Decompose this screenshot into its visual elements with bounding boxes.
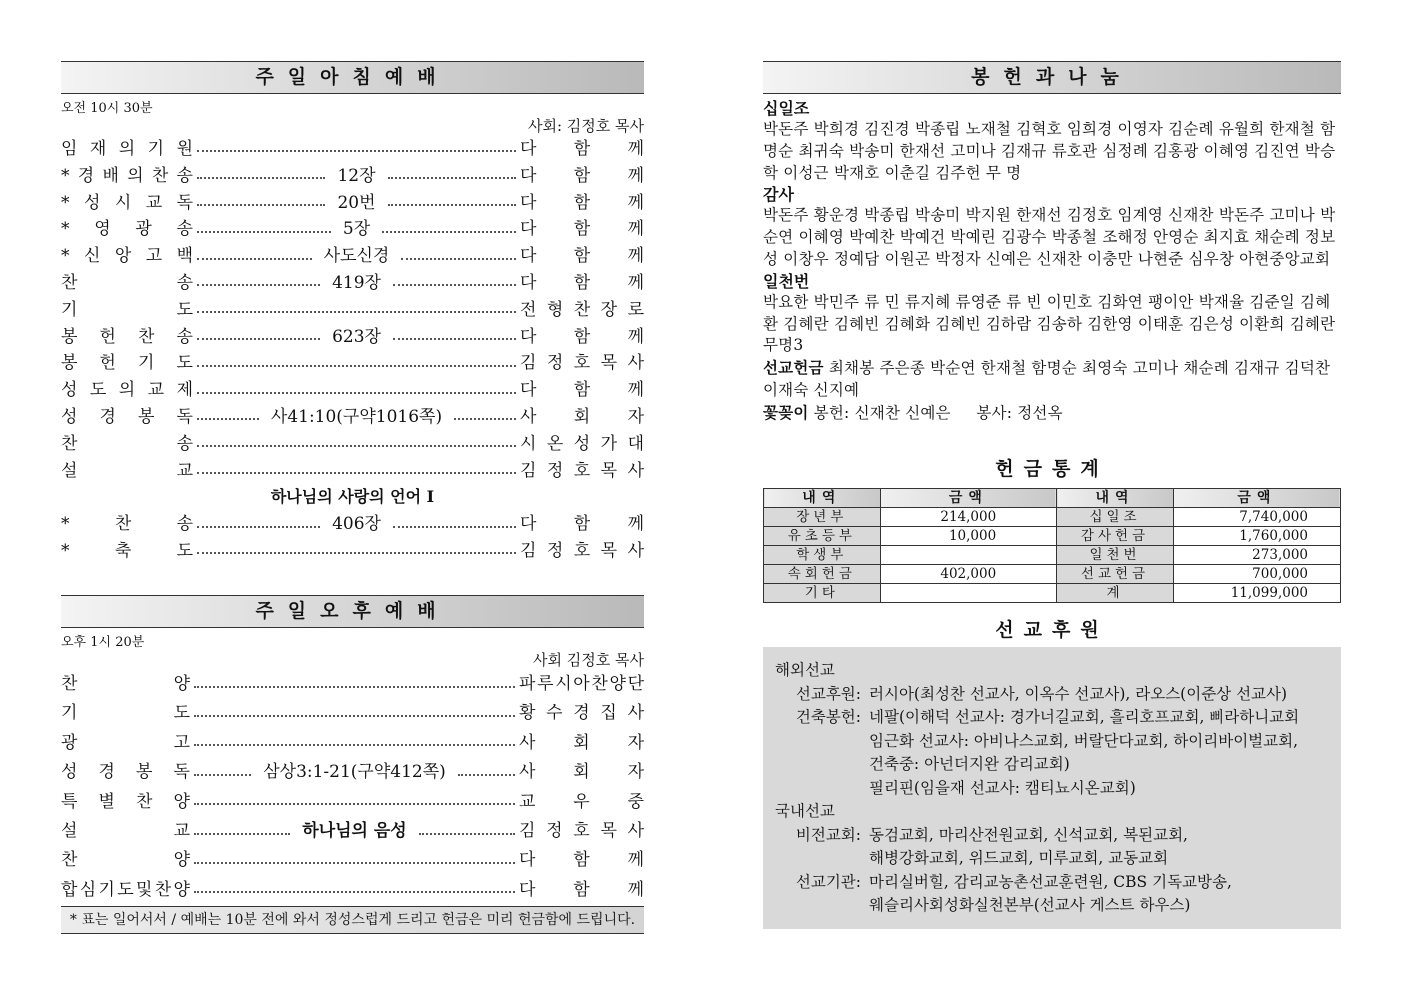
- stats-amount: 1,760,000: [1173, 527, 1340, 546]
- mission-row: [775, 730, 1329, 754]
- order-detail: 사41:10(구약1016쪽): [270, 406, 443, 427]
- dot-leader: [194, 862, 515, 864]
- order-person: 파 루 시 아 찬 양 단: [519, 674, 644, 694]
- order-row: [61, 817, 644, 846]
- order-label: 찬 양: [61, 850, 190, 871]
- dot-leader: [197, 150, 516, 152]
- order-label: 설 교: [61, 460, 193, 481]
- mission-key: [775, 730, 869, 754]
- mission-value: 웨슬리사회성화실천본부(선교사 게스트 하우스): [869, 896, 1191, 914]
- dot-leader: [393, 284, 516, 286]
- order-person: 다 함 께: [520, 139, 644, 159]
- domestic-label: 국내선교: [775, 802, 835, 820]
- mission-value: 해병강화교회, 위드교회, 미루교회, 교동교회: [869, 849, 1169, 867]
- order-label: 임 재 의 기 원: [61, 139, 193, 159]
- mission-key: [775, 753, 869, 777]
- order-row: [61, 216, 644, 243]
- stats-column-header: 내역: [764, 489, 881, 508]
- order-person: 김 정 호 목 사: [520, 540, 644, 561]
- dot-leader: [419, 833, 515, 835]
- order-person: 다 함 께: [520, 272, 644, 293]
- order-label: 합 심 기 도 및 찬 양: [61, 879, 190, 900]
- order-label: * 축 도: [61, 540, 193, 561]
- order-person: 김 정 호 목 사: [519, 820, 645, 841]
- stats-item: 기타: [764, 584, 881, 603]
- mission-offering: [763, 357, 1341, 402]
- order-person: 김 정 호 목 사: [520, 460, 644, 481]
- offering-group-names: 박돈주 황운경 박종립 박송미 박지원 한재선 김정호 임계영 신재찬 박돈주 고미나 박순연 이혜영 박예찬 박예건 박예린 김광수 박종철 조해정 안영순 최지효 채순례 정보성 이창우 정예담 이원곤 박정자 신예은 신재찬 이충만 나현준 심우창 아현중앙교회: [763, 206, 1336, 268]
- stats-body: [764, 508, 1341, 603]
- stats-item: 계: [1057, 584, 1174, 603]
- dot-leader: [401, 258, 516, 260]
- mission-value: 동검교회, 마리산전원교회, 신석교회, 복된교회,: [869, 825, 1188, 844]
- mission-value: 네팔(이해덕 선교사: 경가너길교회, 흘리호프교회, 삐라하니교회: [869, 708, 1300, 726]
- mission-box: [763, 647, 1341, 929]
- dot-leader: [197, 311, 516, 313]
- dot-leader: [197, 552, 516, 554]
- afternoon-time: 오후 1시 20분: [61, 635, 145, 650]
- offering-header: 봉헌과나눔: [763, 61, 1341, 94]
- order-label: 특 별 찬 양: [61, 791, 190, 812]
- mission-key: [775, 847, 869, 871]
- order-label: * 신 앙 고 백: [61, 246, 193, 267]
- dot-leader: [197, 445, 516, 447]
- order-label: * 영 광 송: [61, 219, 193, 240]
- dot-leader: [393, 526, 516, 528]
- table-row: [764, 527, 1341, 546]
- overseas-label: 해외선교: [775, 661, 835, 679]
- order-label: * 성 시 교 독: [61, 192, 193, 213]
- stats-amount: 402,000: [880, 565, 1057, 584]
- order-detail: 사도신경: [323, 246, 390, 267]
- footer-note: * 표는 일어서서 / 예배는 10분 전에 와서 정성스럽게 드리고 헌금은 미리 헌금함에 드립니다.: [61, 906, 644, 934]
- order-label: 설 교: [61, 820, 190, 841]
- mission-offering-label: 선교헌금: [763, 358, 824, 378]
- stats-item: 장년부: [764, 508, 881, 527]
- order-person: 다 함 께: [520, 326, 644, 347]
- stats-amount: 11,099,000: [1173, 584, 1340, 603]
- table-row: [764, 584, 1341, 603]
- mission-value: 건축중: 아넌더지완 감리교회): [869, 755, 1070, 773]
- order-row: [61, 431, 644, 458]
- stats-item: 학생부: [764, 546, 881, 565]
- order-label: 기 도: [61, 703, 190, 724]
- order-person: 다 함 께: [520, 380, 644, 401]
- offering-group-title: 감사: [763, 185, 794, 205]
- overseas-list: [775, 683, 1329, 801]
- offering-group-names: 박요한 박민주 류 민 류지혜 류영준 류 빈 이민호 김화연 팽이안 박재율 김준일 김혜환 김혜란 김혜빈 김혜화 김혜빈 김하람 김송하 김한영 이태훈 김은성 이환희 김혜란 무명3: [763, 292, 1336, 355]
- dot-leader: [197, 338, 320, 340]
- flower-label: 꽃꽂이: [763, 402, 809, 422]
- order-row: [61, 511, 644, 538]
- order-label: 성 도 의 교 제: [61, 380, 193, 401]
- order-row: [61, 136, 644, 163]
- dot-leader: [197, 177, 325, 179]
- mission-key: [775, 894, 869, 918]
- mission-key: 선교기관:: [795, 872, 861, 891]
- order-label: 찬 송: [61, 433, 193, 454]
- order-row: [61, 297, 644, 324]
- morning-service: [61, 61, 644, 565]
- order-row: [61, 788, 644, 817]
- mission-row: [775, 894, 1329, 918]
- stats-amount: 700,000: [1173, 565, 1340, 584]
- morning-order-list: [61, 136, 644, 484]
- stats-item: 십일조: [1057, 508, 1174, 527]
- dot-leader: [194, 715, 515, 717]
- mission-title: 선교후원: [995, 619, 1109, 641]
- dot-leader: [388, 177, 516, 179]
- morning-presider: 사회: 김정호 목사: [527, 117, 644, 135]
- dot-leader: [197, 418, 259, 420]
- stats-column-header: 금액: [880, 489, 1057, 508]
- order-label: 성 경 봉 독: [61, 762, 190, 783]
- order-row: [61, 350, 644, 377]
- mission-value: 필리핀(임을재 선교사: 캠티뇨시온교회): [869, 778, 1136, 797]
- dot-leader: [197, 204, 325, 206]
- stats-item: 감사헌금: [1057, 527, 1174, 546]
- dot-leader: [194, 774, 251, 776]
- order-person: 다 함 께: [519, 850, 644, 871]
- offering-section: [763, 61, 1341, 425]
- order-person: 다 함 께: [520, 514, 644, 535]
- mission-key: 비전교회:: [795, 825, 861, 844]
- stats-column-header: 내역: [1057, 489, 1174, 508]
- dot-leader: [197, 284, 320, 286]
- stats-section: [763, 455, 1341, 603]
- flower-service: [763, 402, 1341, 425]
- order-person: 다 함 께: [519, 879, 644, 900]
- dot-leader: [197, 258, 312, 260]
- stats-column-header: 금액: [1173, 489, 1340, 508]
- order-row: [61, 758, 644, 787]
- order-label: 성 경 봉 독: [61, 406, 193, 427]
- stats-amount: 214,000: [880, 508, 1057, 527]
- dot-leader: [393, 338, 516, 340]
- order-row: [61, 458, 644, 485]
- stats-item: 속회헌금: [764, 565, 881, 584]
- order-person: 김 정 호 목 사: [520, 353, 644, 374]
- order-person: 교 우 중: [519, 791, 644, 812]
- order-row: [61, 538, 644, 565]
- order-detail: 5장: [342, 219, 371, 240]
- dot-leader: [197, 392, 516, 394]
- morning-closing-list: [61, 511, 644, 565]
- stats-item: 선교헌금: [1057, 565, 1174, 584]
- order-person: 다 함 께: [520, 219, 644, 240]
- afternoon-header: 주일오후예배: [61, 595, 644, 628]
- dot-leader: [194, 833, 290, 835]
- order-person: 시 온 성 가 대: [520, 433, 644, 454]
- table-row: [764, 565, 1341, 584]
- order-detail: 406장: [332, 514, 381, 535]
- stats-amount: [880, 584, 1057, 603]
- order-row: [61, 190, 644, 217]
- order-detail: 419장: [332, 272, 381, 293]
- dot-leader: [197, 231, 331, 233]
- morning-time: 오전 10시 30분: [61, 101, 153, 116]
- order-row: [61, 163, 644, 190]
- order-detail: 20번: [337, 192, 376, 213]
- mission-row: [775, 871, 1329, 895]
- mission-row: [775, 753, 1329, 777]
- mission-value: 마리실버힐, 감리교농촌선교훈련원, CBS 기독교방송,: [869, 872, 1232, 891]
- mission-row: [775, 847, 1329, 871]
- afternoon-presider: 사회 김정호 목사: [533, 651, 644, 669]
- mission-value: 러시아(최성찬 선교사, 이옥수 선교사), 라오스(이준상 선교사): [869, 684, 1288, 703]
- afternoon-order-list: [61, 670, 644, 905]
- dot-leader: [194, 891, 515, 893]
- stats-amount: 10,000: [880, 527, 1057, 546]
- table-row: [764, 508, 1341, 527]
- order-person: 다 함 께: [520, 165, 644, 186]
- flower-text: 봉헌: 신재찬 신예은 봉사: 정선옥: [813, 403, 1063, 422]
- order-row: [61, 243, 644, 270]
- offering-group-title: 십일조: [763, 99, 810, 118]
- dot-leader: [197, 526, 320, 528]
- dot-leader: [458, 774, 515, 776]
- stats-amount: 7,740,000: [1173, 508, 1340, 527]
- mission-key: 선교후원:: [795, 684, 861, 703]
- mission-offering-names: 최채봉 주은종 박순연 한재철 함명순 최영숙 고미나 채순례 김재규 김덕찬 이재숙 신지예: [763, 359, 1331, 399]
- mission-row: [775, 777, 1329, 801]
- mission-key: 건축봉헌:: [795, 708, 861, 726]
- order-row: [61, 324, 644, 351]
- order-row: [61, 876, 644, 905]
- order-label: 찬 송: [61, 272, 193, 293]
- order-person: 사 회 자: [519, 732, 644, 753]
- order-label: * 찬 송: [61, 514, 193, 535]
- order-row: [61, 404, 644, 431]
- order-detail: 12장: [337, 165, 376, 186]
- order-person: 다 함 께: [520, 192, 644, 213]
- mission-key: [775, 777, 869, 801]
- order-row: [61, 729, 644, 758]
- offering-groups: [763, 98, 1341, 357]
- dot-leader: [194, 744, 515, 746]
- offering-group-names: 박돈주 박희경 김진경 박종립 노재철 김혁호 임희경 이영자 김순례 유월희 한재철 함명순 최귀숙 박송미 한재선 고미나 김재규 류호관 심정례 김홍광 이혜영 김진연 박승학 이성근 박재호 이춘길 김주헌 무 명: [763, 120, 1336, 182]
- dot-leader: [382, 231, 516, 233]
- order-person: 다 함 께: [520, 246, 645, 267]
- order-person: 사 회 자: [519, 762, 644, 783]
- order-detail: 하나님의 음성: [302, 820, 407, 841]
- domestic-list: [775, 824, 1329, 918]
- mission-row: [775, 824, 1329, 848]
- order-row: [61, 270, 644, 297]
- stats-header-row: [764, 489, 1341, 508]
- order-label: 찬 양: [61, 674, 190, 694]
- mission-value: 임근화 선교사: 아비나스교회, 버랄단다교회, 하이리바이벌교회,: [869, 731, 1299, 750]
- dot-leader: [197, 365, 516, 367]
- order-person: 전 형 찬 장 로: [520, 299, 644, 320]
- stats-amount: [880, 546, 1057, 565]
- afternoon-service: [61, 595, 644, 905]
- stats-table: [763, 488, 1341, 603]
- order-label: 광 고: [61, 732, 190, 753]
- offering-group-title: 일천번: [763, 271, 810, 291]
- order-row: [61, 670, 644, 699]
- order-row: [61, 377, 644, 404]
- dot-leader: [388, 204, 516, 206]
- table-row: [764, 546, 1341, 565]
- stats-item: 일천번: [1057, 546, 1174, 565]
- order-row: [61, 846, 644, 875]
- order-label: * 경 배 의 찬 송: [61, 165, 193, 186]
- mission-row: [775, 683, 1329, 707]
- order-detail: 삼상3:1-21(구약412쪽): [263, 762, 446, 783]
- order-label: 봉 헌 찬 송: [61, 326, 193, 347]
- order-label: 기 도: [61, 299, 193, 320]
- order-label: 봉 헌 기 도: [61, 353, 193, 374]
- stats-amount: 273,000: [1173, 546, 1340, 565]
- dot-leader: [197, 472, 516, 474]
- sermon-title: 하나님의 사랑의 언어 I: [270, 487, 435, 507]
- stats-item: 유초등부: [764, 527, 881, 546]
- stats-title: 헌금통계: [995, 458, 1109, 480]
- mission-row: [775, 706, 1329, 730]
- order-row: [61, 699, 644, 728]
- morning-header: 주일아침예배: [61, 61, 644, 94]
- dot-leader: [454, 418, 516, 420]
- order-detail: 623장: [332, 326, 381, 347]
- order-person: 황 수 경 집 사: [519, 703, 644, 724]
- order-person: 사 회 자: [520, 406, 644, 427]
- dot-leader: [194, 803, 515, 805]
- dot-leader: [194, 686, 515, 688]
